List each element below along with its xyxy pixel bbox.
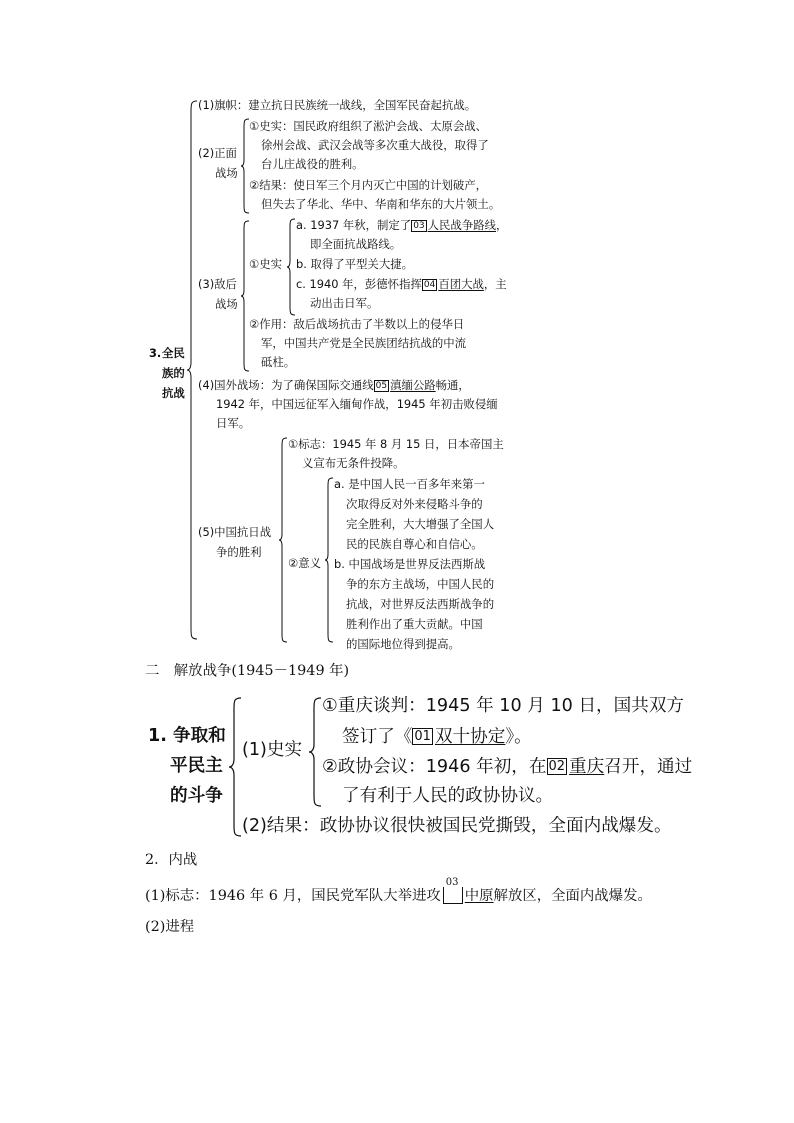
term-chongqing: 重庆 (569, 757, 605, 777)
frontline-facts-3: 台儿庄战役的胜利。 (261, 157, 364, 171)
part2-heading-1: 1. 争取和 (148, 726, 226, 746)
victory-b-5: 的国际地位得到提高。 (346, 637, 460, 651)
rear-c-line1: c. 1940 年，彭德怀指挥 04 百团大战，主 (296, 277, 507, 291)
abroad-line2: 1942 年，中国远征军入缅甸作战，1945 年初击败侵缅 (216, 397, 498, 411)
rear-a-line2: 即全面抗战路线。 (310, 237, 402, 251)
rear-a-line1: a. 1937 年秋，制定了 03 人民战争路线， (296, 218, 508, 232)
victory-a-2: 次取得反对外来侵略斗争的 (346, 497, 483, 511)
civil-war-process: (2)进程 (145, 919, 195, 935)
term-burma-road: 滇缅公路 (390, 378, 436, 392)
victory-b-2: 争的东方主战场，中国人民的 (346, 577, 495, 591)
rear-role-1: ②作用：敌后战场抗击了半数以上的侵华日 (249, 317, 465, 331)
victory-a-4: 民的民族自尊心和自信心。 (346, 537, 483, 551)
frontline-label-1: (2)正面 (198, 146, 237, 160)
abroad-line3: 日军。 (216, 416, 251, 430)
rear-brace (240, 220, 250, 372)
term-people-war: 人民战争路线 (427, 218, 496, 232)
blank-number-03: 03 (413, 221, 425, 231)
heading-line-1: 全民 (162, 346, 185, 360)
part2-main-brace (228, 697, 242, 837)
rear-c-line2: 动出击日军。 (310, 296, 379, 310)
frontline-label-2: 战场 (215, 166, 238, 180)
victory-meaning-brace (324, 477, 334, 643)
rear-b: b. 取得了平型关大捷。 (296, 257, 413, 271)
victory-sign-2: 义宣布无条件投降。 (302, 456, 405, 470)
victory-b-1: b. 中国战场是世界反法西斯战 (334, 557, 486, 571)
term-hundred-regiments: 百团大战 (438, 277, 484, 291)
rear-label-1: (3)敌后 (198, 277, 237, 291)
victory-b-3: 抗战，对世界反法西斯战争的 (346, 597, 495, 611)
chongqing-line1: ①重庆谈判：1945 年 10 月 10 日，国共双方 (322, 696, 685, 716)
chongqing-line2: 签订了《 01 双十协定》。 (342, 727, 532, 747)
victory-a-3: 完全胜利，大大增强了全国人 (346, 517, 495, 531)
frontline-facts-1: ①史实：国民政府组织了淞沪会战、太原会战、 (249, 119, 488, 133)
abroad-line1: (4)国外战场：为了确保国际交通线 05 滇缅公路畅通， (198, 378, 470, 392)
victory-meaning-label: ②意义 (288, 556, 321, 570)
blank-number-04: 04 (423, 280, 436, 290)
victory-brace (278, 437, 288, 643)
heading-line-3: 抗战 (162, 386, 185, 400)
rear-role-3: 砥柱。 (261, 355, 296, 369)
victory-label-1: (5)中国抗日战 (198, 525, 272, 539)
section2-title: 二 解放战争(1945－1949 年) (145, 663, 350, 679)
part2-heading-3: 的斗争 (170, 786, 223, 806)
victory-b-4: 胜利作出了重大贡献。中国 (346, 617, 483, 631)
term-central-plains: 中原 (464, 888, 494, 904)
part2-heading-2: 平民主 (170, 756, 223, 776)
victory-sign-1: ①标志：1945 年 8 月 15 日，日本帝国主 (288, 437, 504, 451)
rear-facts-brace (286, 218, 296, 316)
pcc-line2: 了有利于人民的政协协议。 (342, 786, 554, 806)
main-brace (186, 100, 198, 640)
part2-result: (2)结果：政协协议很快被国民党撕毁，全面内战爆发。 (242, 816, 672, 836)
blank-number-02: 02 (548, 759, 566, 774)
blank-box-03: 03 (443, 887, 463, 904)
heading-number: 3. (149, 346, 162, 360)
heading-line-2: 族的 (162, 366, 185, 380)
frontline-result-1: ②结果：使日军三个月内灭亡中国的计划破产， (249, 178, 488, 192)
blank-number-05: 05 (375, 381, 388, 391)
pcc-line1: ②政协会议：1946 年初，在 02 重庆召开，通过 (322, 757, 693, 777)
civil-war-title: 2．内战 (145, 852, 198, 868)
term-double-tenth: 双十协定 (434, 727, 506, 747)
blank-number-01: 01 (414, 729, 431, 744)
victory-label-2: 争的胜利 (216, 545, 262, 559)
rear-role-2: 军，中国共产党是全民族团结抗战的中流 (261, 336, 467, 350)
flag-item: (1)旗帜：建立抗日民族统一战线，全国军民奋起抗战。 (198, 98, 477, 112)
victory-a-1: a. 是中国人民一百多年来第一 (334, 477, 485, 491)
part2-facts-label: (1)史实 (242, 740, 303, 760)
part2-facts-brace (308, 697, 322, 807)
frontline-result-2: 但失去了华北、华中、华南和华东的大片领土。 (261, 197, 501, 211)
civil-war-sign: (1)标志：1946 年 6 月，国民党军队大举进攻 03 中原解放区，全面内战爆发。 (145, 877, 652, 904)
rear-facts-label: ①史实 (249, 257, 282, 271)
rear-label-2: 战场 (215, 297, 238, 311)
frontline-facts-2: 徐州会战、武汉会战等多次重大战役，取得了 (261, 138, 489, 152)
